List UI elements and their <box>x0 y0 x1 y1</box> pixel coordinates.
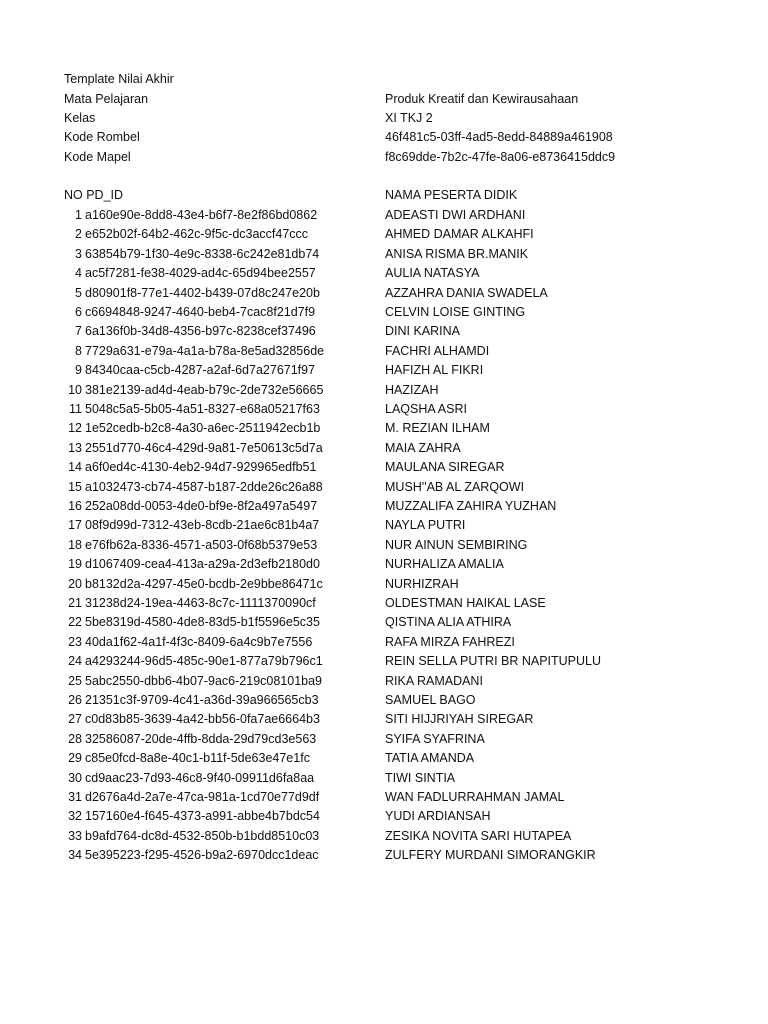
row-pd-id: 1e52cedb-b2c8-4a30-a6ec-2511942ecb1b <box>85 421 321 435</box>
row-pd-id: 5048c5a5-5b05-4a51-8327-e68a05217f63 <box>85 402 320 416</box>
row-student-name: MAULANA SIREGAR <box>385 460 505 474</box>
row-student-name: AZZAHRA DANIA SWADELA <box>385 286 548 300</box>
row-student-name: DINI KARINA <box>385 324 461 338</box>
row-number: 8 <box>75 344 82 358</box>
row-number: 28 <box>68 732 82 746</box>
table-row-id <box>64 693 319 708</box>
row-number: 31 <box>68 790 82 804</box>
field-label-kelas: Kelas <box>64 111 96 125</box>
table-row-id <box>64 383 323 398</box>
row-number: 3 <box>75 247 82 261</box>
row-pd-id: a6f0ed4c-4130-4eb2-94d7-929965edfb51 <box>85 460 317 474</box>
row-student-name: NAYLA PUTRI <box>385 518 466 532</box>
table-row-id <box>64 848 319 863</box>
table-row-id <box>64 557 320 572</box>
row-pd-id: ac5f7281-fe38-4029-ad4c-65d94bee2557 <box>85 266 316 280</box>
row-number: 33 <box>68 829 82 843</box>
table-row-id <box>64 402 320 417</box>
field-label-kode-mapel: Kode Mapel <box>64 150 131 164</box>
row-pd-id: c6694848-9247-4640-beb4-7cac8f21d7f9 <box>85 305 316 319</box>
row-pd-id: 2551d770-46c4-429d-9a81-7e50613c5d7a <box>85 441 323 455</box>
row-pd-id: 40da1f62-4a1f-4f3c-8409-6a4c9b7e7556 <box>85 635 313 649</box>
row-student-name: MAIA ZAHRA <box>385 441 461 455</box>
row-student-name: FACHRI ALHAMDI <box>385 344 490 358</box>
field-label-mata-pelajaran: Mata Pelajaran <box>64 92 149 106</box>
row-student-name: SITI HIJJRIYAH SIREGAR <box>385 712 534 726</box>
row-pd-id: cd9aac23-7d93-46c8-9f40-09911d6fa8aa <box>85 771 315 785</box>
row-student-name: WAN FADLURRAHMAN JAMAL <box>385 790 565 804</box>
row-student-name: YUDI ARDIANSAH <box>385 809 491 823</box>
row-pd-id: 157160e4-f645-4373-a991-abbe4b7bdc54 <box>85 809 320 823</box>
row-student-name: AHMED DAMAR ALKAHFI <box>385 227 534 241</box>
row-number: 34 <box>68 848 82 862</box>
row-number: 23 <box>68 635 82 649</box>
row-student-name: TATIA AMANDA <box>385 751 475 765</box>
row-student-name: MUZZALIFA ZAHIRA YUZHAN <box>385 499 557 513</box>
row-pd-id: d2676a4d-2a7e-47ca-981a-1cd70e77d9df <box>85 790 320 804</box>
table-header-no-pdid: NO PD_ID <box>64 188 124 202</box>
row-number: 14 <box>68 460 82 474</box>
row-student-name: SAMUEL BAGO <box>385 693 476 707</box>
table-row-id <box>64 305 315 320</box>
row-number: 32 <box>68 809 82 823</box>
table-row-id <box>64 499 317 514</box>
table-row-id <box>64 324 316 339</box>
row-pd-id: d80901f8-77e1-4402-b439-07d8c247e20b <box>85 286 320 300</box>
table-row-id <box>64 771 314 786</box>
row-number: 30 <box>68 771 82 785</box>
row-student-name: NURHALIZA AMALIA <box>385 557 504 571</box>
table-row-id <box>64 480 323 495</box>
row-number: 27 <box>68 712 82 726</box>
table-row-id <box>64 809 320 824</box>
table-row-id <box>64 538 317 553</box>
row-number: 7 <box>75 324 82 338</box>
row-number: 19 <box>68 557 82 571</box>
row-number: 6 <box>75 305 82 319</box>
table-row-id <box>64 460 316 475</box>
table-row-id <box>64 635 312 650</box>
row-number: 18 <box>68 538 82 552</box>
row-student-name: CELVIN LOISE GINTING <box>385 305 526 319</box>
row-pd-id: 08f9d99d-7312-43eb-8cdb-21ae6c81b4a7 <box>85 518 320 532</box>
row-pd-id: a1032473-cb74-4587-b187-2dde26c26a88 <box>85 480 323 494</box>
row-student-name: ANISA RISMA BR.MANIK <box>385 247 529 261</box>
table-row-id <box>64 751 310 766</box>
row-pd-id: c85e0fcd-8a8e-40c1-b11f-5de63e47e1fc <box>85 751 310 765</box>
row-pd-id: 252a08dd-0053-4de0-bf9e-8f2a497a5497 <box>85 499 318 513</box>
row-pd-id: 5e395223-f295-4526-b9a2-6970dcc1deac <box>85 848 319 862</box>
table-row-id <box>64 654 323 669</box>
row-pd-id: d1067409-cea4-413a-a29a-2d3efb2180d0 <box>85 557 320 571</box>
row-pd-id: 63854b79-1f30-4e9c-8338-6c242e81db74 <box>85 247 320 261</box>
row-pd-id: 7729a631-e79a-4a1a-b78a-8e5ad32856de <box>85 344 325 358</box>
row-number: 11 <box>69 402 82 416</box>
table-row-id <box>64 247 319 262</box>
row-number: 1 <box>75 208 82 222</box>
table-row-id <box>64 227 308 242</box>
table-row-id <box>64 518 319 533</box>
table-row-id <box>64 441 323 456</box>
row-student-name: AULIA NATASYA <box>385 266 480 280</box>
table-row-id <box>64 732 316 747</box>
row-student-name: ZESIKA NOVITA SARI HUTAPEA <box>385 829 572 843</box>
row-pd-id: 21351c3f-9709-4c41-a36d-39a966565cb3 <box>85 693 319 707</box>
table-row-id <box>64 674 322 689</box>
row-pd-id: e76fb62a-8336-4571-a503-0f68b5379e53 <box>85 538 318 552</box>
row-number: 22 <box>68 615 82 629</box>
field-value-kelas: XI TKJ 2 <box>385 111 433 125</box>
row-number: 17 <box>68 518 82 532</box>
row-student-name: M. REZIAN ILHAM <box>385 421 490 435</box>
row-number: 20 <box>68 577 82 591</box>
row-pd-id: 381e2139-ad4d-4eab-b79c-2de732e56665 <box>85 383 324 397</box>
template-title: Template Nilai Akhir <box>64 72 174 86</box>
row-student-name: HAFIZH AL FIKRI <box>385 363 484 377</box>
row-pd-id: a4293244-96d5-485c-90e1-877a79b796c1 <box>85 654 323 668</box>
row-student-name: NUR AINUN SEMBIRING <box>385 538 528 552</box>
row-number: 10 <box>68 383 82 397</box>
row-pd-id: 32586087-20de-4ffb-8dda-29d79cd3e563 <box>85 732 317 746</box>
row-student-name: ADEASTI DWI ARDHANI <box>385 208 526 222</box>
row-number: 29 <box>68 751 82 765</box>
row-number: 15 <box>68 480 82 494</box>
table-row-id <box>64 421 320 436</box>
row-student-name: NURHIZRAH <box>385 577 459 591</box>
row-pd-id: e652b02f-64b2-462c-9f5c-dc3accf47ccc <box>85 227 309 241</box>
row-student-name: OLDESTMAN HAIKAL LASE <box>385 596 546 610</box>
table-row-id <box>64 829 319 844</box>
row-student-name: RAFA MIRZA FAHREZI <box>385 635 515 649</box>
row-student-name: SYIFA SYAFRINA <box>385 732 485 746</box>
row-pd-id: b8132d2a-4297-45e0-bcdb-2e9bbe86471c <box>85 577 323 591</box>
table-row-id <box>64 344 324 359</box>
row-student-name: REIN SELLA PUTRI BR NAPITUPULU <box>385 654 602 668</box>
row-pd-id: 5abc2550-dbb6-4b07-9ac6-219c08101ba9 <box>85 674 323 688</box>
row-student-name: MUSH''AB AL ZARQOWI <box>385 480 525 494</box>
row-pd-id: c0d83b85-3639-4a42-bb56-0fa7ae6664b3 <box>85 712 320 726</box>
row-pd-id: b9afd764-dc8d-4532-850b-b1bdd8510c03 <box>85 829 320 843</box>
row-student-name: LAQSHA ASRI <box>385 402 467 416</box>
row-number: 4 <box>75 266 82 280</box>
row-student-name: QISTINA ALIA ATHIRA <box>385 615 512 629</box>
row-number: 9 <box>75 363 82 377</box>
field-label-kode-rombel: Kode Rombel <box>64 130 140 144</box>
row-number: 5 <box>75 286 82 300</box>
field-value-kode-rombel: 46f481c5-03ff-4ad5-8edd-84889a461908 <box>385 130 613 144</box>
table-row-id <box>64 363 315 378</box>
table-row-id <box>64 266 316 281</box>
row-student-name: ZULFERY MURDANI SIMORANGKIR <box>385 848 596 862</box>
row-pd-id: 31238d24-19ea-4463-8c7c-1111370090cf <box>85 596 316 610</box>
row-number: 21 <box>68 596 82 610</box>
table-header-nama: NAMA PESERTA DIDIK <box>385 188 518 202</box>
row-number: 24 <box>68 654 82 668</box>
row-student-name: HAZIZAH <box>385 383 439 397</box>
row-number: 2 <box>75 227 82 241</box>
row-number: 26 <box>68 693 82 707</box>
table-row-id <box>64 286 320 301</box>
row-pd-id: 6a136f0b-34d8-4356-b97c-8238cef37496 <box>85 324 316 338</box>
row-number: 25 <box>68 674 82 688</box>
table-row-id <box>64 712 320 727</box>
row-student-name: TIWI SINTIA <box>385 771 456 785</box>
row-pd-id: a160e90e-8dd8-43e4-b6f7-8e2f86bd0862 <box>85 208 318 222</box>
row-pd-id: 84340caa-c5cb-4287-a2af-6d7a27671f97 <box>85 363 316 377</box>
row-student-name: RIKA RAMADANI <box>385 674 483 688</box>
table-row-id <box>64 596 316 611</box>
table-row-id <box>64 790 319 805</box>
row-number: 13 <box>68 441 82 455</box>
row-pd-id: 5be8319d-4580-4de8-83d5-b1f5596e5c35 <box>85 615 320 629</box>
table-row-id <box>64 615 320 630</box>
field-value-kode-mapel: f8c69dde-7b2c-47fe-8a06-e8736415ddc9 <box>385 150 616 164</box>
table-row-id <box>64 208 317 223</box>
field-value-mata-pelajaran: Produk Kreatif dan Kewirausahaan <box>385 92 579 106</box>
row-number: 16 <box>68 499 82 513</box>
table-row-id <box>64 577 323 592</box>
row-number: 12 <box>68 421 82 435</box>
